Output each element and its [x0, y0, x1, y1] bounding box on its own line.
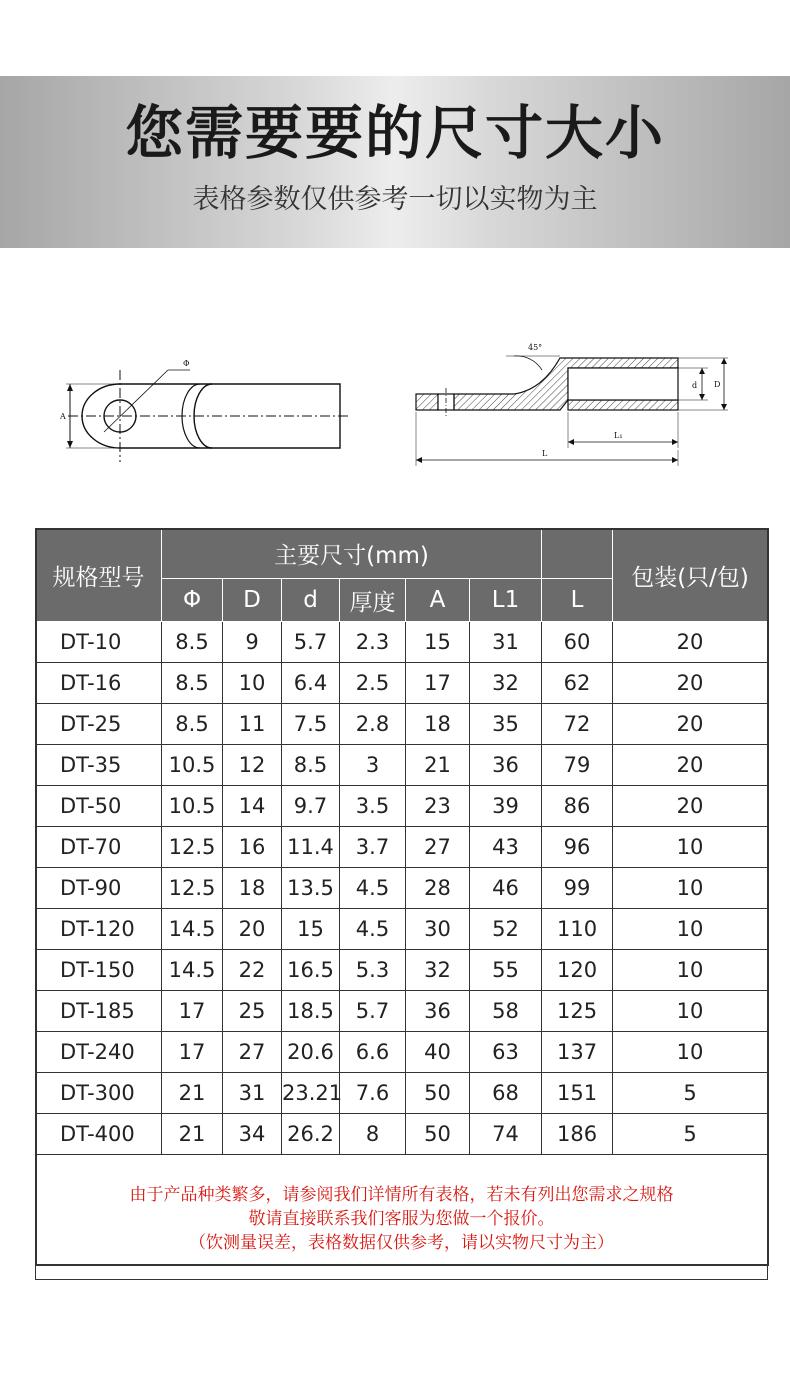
dimension-cell: 60 — [542, 622, 613, 663]
packaging-cell: 10 — [613, 1032, 768, 1073]
column-header: d — [282, 579, 340, 622]
dimension-cell: 3.5 — [340, 786, 406, 827]
dimension-cell: 32 — [406, 950, 470, 991]
table-row — [36, 622, 768, 663]
dimension-cell: 10.5 — [162, 786, 223, 827]
dimension-cell: 15 — [282, 909, 340, 950]
column-header: L — [542, 579, 613, 622]
dimension-cell: 18.5 — [282, 991, 340, 1032]
header-packaging: 包装(只/包) — [613, 529, 768, 622]
dimension-cell: 3 — [340, 745, 406, 786]
dimension-cell: 17 — [162, 991, 223, 1032]
packaging-cell: 10 — [613, 950, 768, 991]
dimension-cell: 8.5 — [282, 745, 340, 786]
dimension-cell: 3.7 — [340, 827, 406, 868]
dimension-cell: 62 — [542, 663, 613, 704]
dimension-cell: 16.5 — [282, 950, 340, 991]
note-line: （饮测量误差，表格数据仅供参考，请以实物尺寸为主） — [189, 1233, 615, 1253]
l1-dimension-label: L₁ — [614, 431, 623, 440]
phi-dimension-label: Φ — [183, 359, 190, 368]
packaging-cell: 20 — [613, 786, 768, 827]
dimension-cell: 10.5 — [162, 745, 223, 786]
dimension-cell: 74 — [470, 1114, 542, 1155]
dimension-cell: 32 — [470, 663, 542, 704]
packaging-cell: 10 — [613, 991, 768, 1032]
model-cell: DT-400 — [36, 1114, 162, 1155]
column-header: D — [223, 579, 282, 622]
dimension-cell: 50 — [406, 1073, 470, 1114]
table-row — [36, 1114, 768, 1155]
dimension-cell: 23 — [406, 786, 470, 827]
table-row — [36, 663, 768, 704]
packaging-cell: 5 — [613, 1073, 768, 1114]
dimension-cell: 186 — [542, 1114, 613, 1155]
d-small-label: d — [692, 381, 698, 390]
dimension-cell: 6.6 — [340, 1032, 406, 1073]
dimension-cell: 14.5 — [162, 950, 223, 991]
a-dimension-label: A — [60, 412, 66, 421]
dimension-cell: 5.7 — [282, 622, 340, 663]
packaging-cell: 5 — [613, 1114, 768, 1155]
table-row — [36, 786, 768, 827]
dimension-cell: 30 — [406, 909, 470, 950]
dimension-cell: 10 — [223, 663, 282, 704]
model-cell: DT-90 — [36, 868, 162, 909]
dimension-cell: 36 — [406, 991, 470, 1032]
dimension-cell: 79 — [542, 745, 613, 786]
page-subtitle: 表格参数仅供参考一切以实物为主 — [192, 184, 598, 215]
dimension-cell: 11 — [223, 704, 282, 745]
dimension-cell: 8.5 — [162, 704, 223, 745]
dimension-cell: 14.5 — [162, 909, 223, 950]
table-row — [36, 704, 768, 745]
dimension-cell: 6.4 — [282, 663, 340, 704]
dimension-cell: 125 — [542, 991, 613, 1032]
dimension-cell: 21 — [162, 1073, 223, 1114]
dimension-cell: 18 — [406, 704, 470, 745]
dimension-cell: 36 — [470, 745, 542, 786]
dimension-cell: 23.21 — [282, 1073, 340, 1114]
dimension-cell: 40 — [406, 1032, 470, 1073]
dimension-cell: 8 — [340, 1114, 406, 1155]
dimension-cell: 8.5 — [162, 622, 223, 663]
l-dimension-label: L — [542, 449, 548, 458]
table-row — [36, 1073, 768, 1114]
dimension-cell: 55 — [470, 950, 542, 991]
table-row — [36, 1032, 768, 1073]
column-header: Φ — [162, 579, 223, 622]
dimension-cell: 27 — [406, 827, 470, 868]
dimension-cell: 28 — [406, 868, 470, 909]
column-header: 厚度 — [340, 579, 406, 622]
model-cell: DT-16 — [36, 663, 162, 704]
dimension-cell: 7.6 — [340, 1073, 406, 1114]
dimension-cell: 2.3 — [340, 622, 406, 663]
page-title: 您需要要的尺寸大小 — [124, 99, 665, 167]
table-row — [36, 991, 768, 1032]
dimension-cell: 68 — [470, 1073, 542, 1114]
header-model: 规格型号 — [36, 529, 162, 622]
dimension-cell: 2.8 — [340, 704, 406, 745]
spec-table — [35, 528, 768, 1280]
dimension-cell: 12.5 — [162, 868, 223, 909]
model-cell: DT-120 — [36, 909, 162, 950]
dimension-cell: 17 — [162, 1032, 223, 1073]
dimension-cell: 9.7 — [282, 786, 340, 827]
column-header: L1 — [470, 579, 542, 622]
dimension-cell: 110 — [542, 909, 613, 950]
dimension-cell: 96 — [542, 827, 613, 868]
packaging-cell: 20 — [613, 663, 768, 704]
header-main-dimensions: 主要尺寸(mm) — [162, 529, 542, 579]
dimension-cell: 22 — [223, 950, 282, 991]
dimension-cell: 14 — [223, 786, 282, 827]
dimension-cell: 43 — [470, 827, 542, 868]
dimension-cell: 21 — [406, 745, 470, 786]
dimension-cell: 15 — [406, 622, 470, 663]
dimension-cell: 120 — [542, 950, 613, 991]
model-cell: DT-50 — [36, 786, 162, 827]
packaging-cell: 10 — [613, 909, 768, 950]
dimension-cell: 13.5 — [282, 868, 340, 909]
dimension-cell: 20 — [223, 909, 282, 950]
packaging-cell: 10 — [613, 827, 768, 868]
model-cell: DT-10 — [36, 622, 162, 663]
dimension-cell: 31 — [470, 622, 542, 663]
dimension-cell: 50 — [406, 1114, 470, 1155]
note-line: 由于产品种类繁多，请参阅我们详情所有表格，若未有列出您需求之规格 — [129, 1185, 674, 1205]
technical-drawing — [0, 280, 790, 490]
dimension-cell: 11.4 — [282, 827, 340, 868]
table-row — [36, 827, 768, 868]
dimension-cell: 20.6 — [282, 1032, 340, 1073]
dimension-cell: 72 — [542, 704, 613, 745]
dimension-cell: 34 — [223, 1114, 282, 1155]
dimension-cell: 17 — [406, 663, 470, 704]
dimension-cell: 151 — [542, 1073, 613, 1114]
dimension-cell: 12.5 — [162, 827, 223, 868]
note-row — [36, 1155, 768, 1280]
lug-top-view — [40, 340, 360, 540]
dimension-cell: 39 — [470, 786, 542, 827]
dimension-cell: 8.5 — [162, 663, 223, 704]
packaging-cell: 20 — [613, 704, 768, 745]
dimension-cell: 12 — [223, 745, 282, 786]
note-line: 敬请直接联系我们客服为您做一个报价。 — [248, 1209, 555, 1229]
model-cell: DT-150 — [36, 950, 162, 991]
lug-side-section — [410, 330, 750, 530]
dimension-cell: 5.7 — [340, 991, 406, 1032]
dimension-cell: 9 — [223, 622, 282, 663]
model-cell: DT-240 — [36, 1032, 162, 1073]
table-row — [36, 868, 768, 909]
dimension-cell: 7.5 — [282, 704, 340, 745]
column-header: A — [406, 579, 470, 622]
dimension-cell: 137 — [542, 1032, 613, 1073]
dimension-cell: 2.5 — [340, 663, 406, 704]
packaging-cell: 10 — [613, 868, 768, 909]
dimension-cell: 99 — [542, 868, 613, 909]
dimension-cell: 63 — [470, 1032, 542, 1073]
model-cell: DT-25 — [36, 704, 162, 745]
dimension-cell: 58 — [470, 991, 542, 1032]
dimension-cell: 26.2 — [282, 1114, 340, 1155]
model-cell: DT-300 — [36, 1073, 162, 1114]
table-row — [36, 950, 768, 991]
dimension-cell: 25 — [223, 991, 282, 1032]
header-blank — [542, 529, 613, 579]
dimension-cell: 21 — [162, 1114, 223, 1155]
dimension-cell: 18 — [223, 868, 282, 909]
packaging-cell: 20 — [613, 745, 768, 786]
packaging-cell: 20 — [613, 622, 768, 663]
dimension-cell: 52 — [470, 909, 542, 950]
dimension-cell: 27 — [223, 1032, 282, 1073]
model-cell: DT-185 — [36, 991, 162, 1032]
dimension-cell: 16 — [223, 827, 282, 868]
dimension-cell: 86 — [542, 786, 613, 827]
dimension-cell: 4.5 — [340, 868, 406, 909]
dimension-cell: 46 — [470, 868, 542, 909]
dimension-cell: 4.5 — [340, 909, 406, 950]
model-cell: DT-70 — [36, 827, 162, 868]
table-row — [36, 745, 768, 786]
dimension-cell: 5.3 — [340, 950, 406, 991]
dimension-cell: 35 — [470, 704, 542, 745]
d-large-label: D — [714, 380, 721, 389]
model-cell: DT-35 — [36, 745, 162, 786]
dimension-cell: 31 — [223, 1073, 282, 1114]
angle-label: 45° — [528, 343, 543, 352]
table-row — [36, 909, 768, 950]
note-cell — [36, 1155, 768, 1280]
